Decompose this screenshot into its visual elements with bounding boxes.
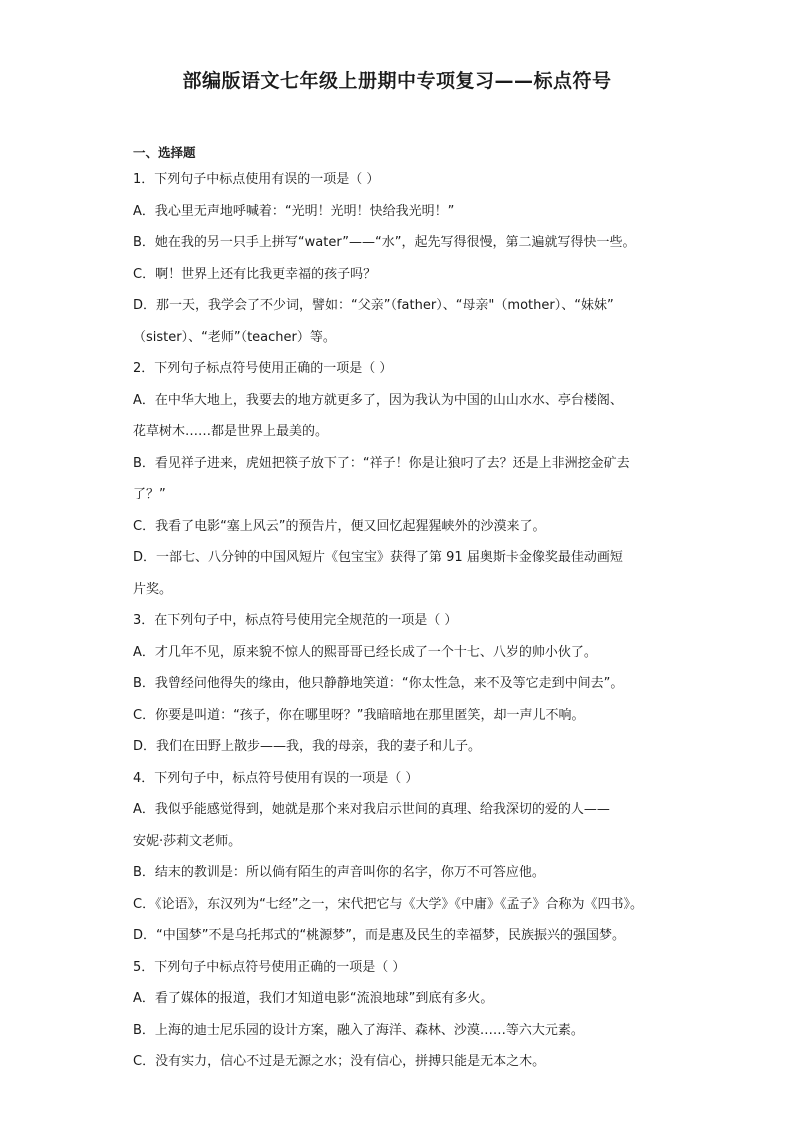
question-4 xyxy=(133,763,673,952)
question-2 xyxy=(133,353,673,605)
option-c: C．我看了电影“塞上风云”的预告片，便又回忆起猩猩峡外的沙漠来了。 xyxy=(133,518,546,534)
option-b: B．我曾经问他得失的缘由，他只静静地笑道：“你太性急，来不及等它走到中间去”。 xyxy=(133,676,624,691)
option-a: A．我心里无声地呼喊着：“光明！光明！快给我光明！” xyxy=(133,203,455,219)
option-d-continued: 片奖。 xyxy=(133,581,173,597)
option-c: C．没有实力，信心不过是无源之水；没有信心，拼搏只能是无本之木。 xyxy=(133,1054,546,1069)
option-b: B．上海的迪士尼乐园的设计方案，融入了海洋、森林、沙漠……等六大元素。 xyxy=(133,1022,584,1038)
option-c: C．啊！世界上还有比我更幸福的孩子吗？ xyxy=(133,266,377,282)
option-b-continued: 了？” xyxy=(133,487,166,502)
document-content xyxy=(133,142,673,1078)
option-a: A．才几年不见，原来貌不惊人的熙哥哥已经长成了一个十七、八岁的帅小伙了。 xyxy=(133,644,597,660)
option-a-continued: 安妮·莎莉文老师。 xyxy=(133,833,242,849)
question-3 xyxy=(133,605,673,763)
question-stem: 5．下列句子中标点符号使用正确的一项是（ ） xyxy=(133,959,406,975)
question-stem: 4．下列句子中，标点符号使用有误的一项是（ ） xyxy=(133,770,419,786)
option-b: B．结末的教训是：所以倘有陌生的声音叫你的名字，你万不可答应他。 xyxy=(133,865,545,880)
option-b: B．看见祥子进来，虎妞把筷子放下了：“祥子！你是让狼叼了去？还是上非洲挖金矿去 xyxy=(133,455,630,471)
question-list xyxy=(133,164,673,1078)
option-c: C．《论语》，东汉列为“七经”之一，宋代把它与《大学》《中庸》《孟子》合称为《四书》。 xyxy=(133,896,644,912)
option-a: A．我似乎能感觉得到，她就是那个来对我启示世间的真理、给我深切的爱的人—— xyxy=(133,802,610,817)
question-stem: 2．下列句子标点符号使用正确的一项是（ ） xyxy=(133,361,393,376)
option-d: D．我们在田野上散步——我，我的母亲，我的妻子和儿子。 xyxy=(133,739,482,754)
question-1 xyxy=(133,164,673,353)
option-d: D．“中国梦”不是乌托邦式的“桃源梦”，而是惠及民生的幸福梦，民族振兴的强国梦。 xyxy=(133,928,625,943)
document-title: 部编版语文七年级上册期中专项复习——标点符号 xyxy=(182,70,612,92)
section-heading: 一、选择题 xyxy=(133,145,196,160)
option-c: C．你要是叫道：“孩子，你在哪里呀？”我暗暗地在那里匿笑，却一声儿不响。 xyxy=(133,707,585,723)
option-a: A．看了媒体的报道，我们才知道电影“流浪地球”到底有多火。 xyxy=(133,991,494,1006)
option-b: B．她在我的另一只手上拼写“water”——“水”，起先写得很慢，第二遍就写得快一些。 xyxy=(133,235,636,250)
option-d-continued: （sister）、“老师”（teacher）等。 xyxy=(133,329,336,345)
question-stem: 3．在下列句子中，标点符号使用完全规范的一项是（ ） xyxy=(133,613,458,628)
option-a: A．在中华大地上，我要去的地方就更多了，因为我认为中国的山山水水、亭台楼阁、 xyxy=(133,392,623,408)
option-d: D．那一天，我学会了不少词，譬如：“父亲”（father）、“母亲"（mother）、“妹妹” xyxy=(133,298,614,313)
option-d: D．一部七、八分钟的中国风短片《包宝宝》获得了第 91 届奥斯卡金像奖最佳动画短 xyxy=(133,550,623,565)
option-a-continued: 花草树木……都是世界上最美的。 xyxy=(133,424,329,439)
question-stem: 1．下列句子中标点使用有误的一项是（ ） xyxy=(133,172,380,187)
question-5 xyxy=(133,952,673,1078)
